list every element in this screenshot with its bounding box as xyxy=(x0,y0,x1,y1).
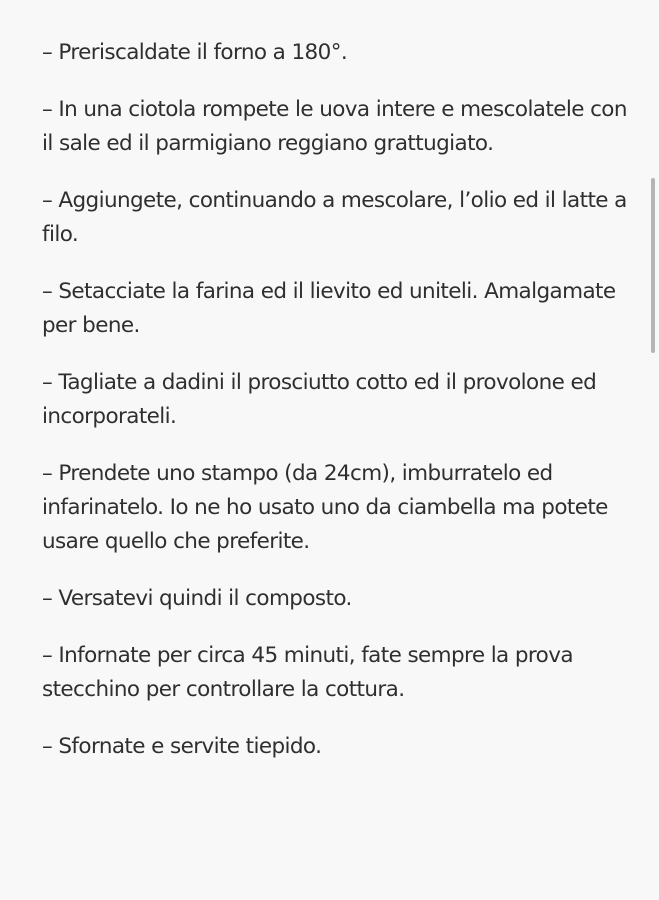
step-6: – Prendete uno stampo (da 24cm), imburratelo ed infarinatelo. Io ne ho usato uno da ciambella ma potete usare quello che preferite. xyxy=(42,461,608,554)
step-5: – Tagliate a dadini il prosciutto cotto ed il provolone ed incorporateli. xyxy=(42,370,597,429)
scrollbar-thumb[interactable] xyxy=(651,178,655,353)
step-2: – In una ciotola rompete le uova intere e mescolatele con il sale ed il parmigiano reggiano grattugiato. xyxy=(42,97,627,156)
step-1: – Preriscaldate il forno a 180°. xyxy=(42,40,348,65)
step-3: – Aggiungete, continuando a mescolare, l’olio ed il latte a filo. xyxy=(42,188,627,247)
step-7: – Versatevi quindi il composto. xyxy=(42,586,352,611)
recipe-steps xyxy=(42,36,632,787)
step-8: – Infornate per circa 45 minuti, fate sempre la prova stecchino per controllare la cottura. xyxy=(42,643,573,702)
step-4: – Setacciate la farina ed il lievito ed uniteli. Amalgamate per bene. xyxy=(42,279,616,338)
step-9: – Sfornate e servite tiepido. xyxy=(42,734,322,759)
